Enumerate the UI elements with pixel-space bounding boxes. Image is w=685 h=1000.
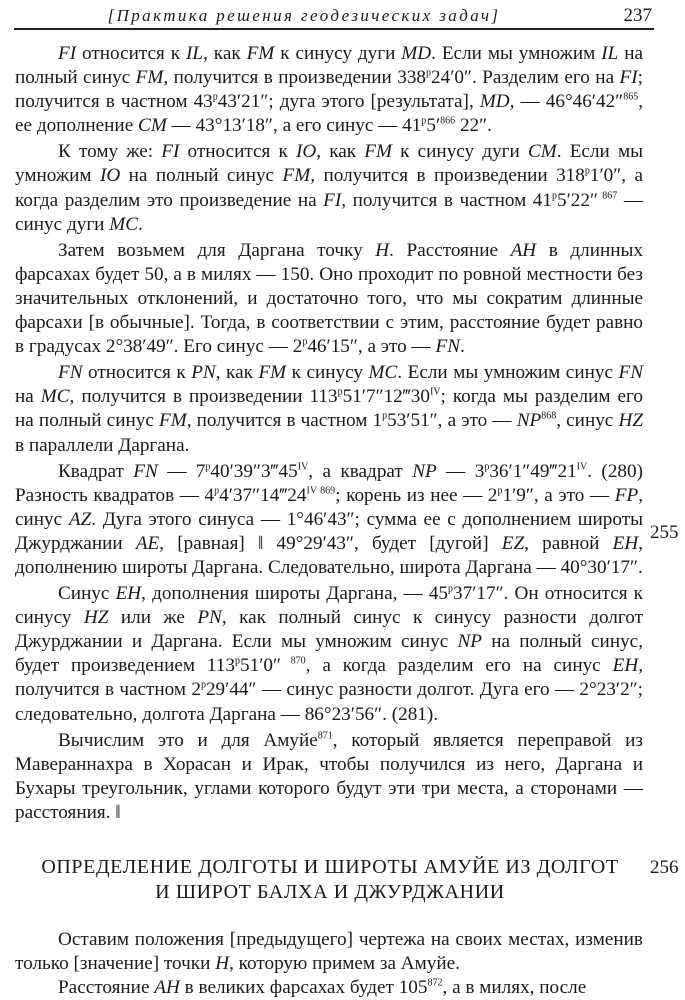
section-heading [30, 855, 630, 905]
text-run: относится к [179, 141, 297, 163]
superscript: 870 [280, 655, 306, 667]
italic-term: AZ [68, 508, 92, 530]
text-run: — синус дуги [15, 189, 644, 235]
superscript: p [302, 336, 308, 348]
paragraph [15, 729, 643, 825]
text-run: , как полный синус к синусу разности долгот Джурджании и Даргана. Если мы умножим синус [15, 607, 643, 653]
italic-term: FM [246, 43, 275, 64]
italic-term: NP [516, 410, 542, 432]
text-run: . (280) Разность квадратов — 4 [15, 460, 643, 506]
paragraph [15, 140, 643, 236]
italic-term: FI, [323, 189, 347, 211]
text-run: . Дуга этого синуса — 1°46′43″; сумма ее с дополнением широты Джурджании [15, 508, 643, 554]
text-run: . Если мы умножим [15, 141, 643, 187]
superscript: p [484, 461, 490, 473]
text-run: 37′17″. Он относится к синусу [15, 583, 644, 629]
italic-term: NP [412, 460, 437, 482]
text-run: 53′51″, а это — [387, 410, 517, 432]
text-run: в великих фарсахах будет 105 [179, 977, 428, 999]
text-run: 51′0″ [240, 655, 281, 677]
text-run: , а в милях, после [442, 977, 587, 999]
text-run: ; корень из нее — 2 [335, 484, 498, 506]
text-run: , а когда разделим его на синус [305, 655, 613, 677]
text-run: или же [108, 607, 198, 629]
superscript: p [205, 461, 211, 473]
italic-term: IO [296, 141, 317, 163]
italic-term: EH, [612, 655, 643, 677]
superscript: 872 [427, 977, 443, 989]
italic-term: H [375, 239, 390, 261]
paragraph [15, 42, 643, 138]
section-heading-line: ОПРЕДЕЛЕНИЕ ДОЛГОТЫ И ШИРОТЫ АМУЙЕ ИЗ ДОЛГОТ [41, 856, 619, 878]
text-run: , дополнения широты Даргана, — 45 [141, 583, 449, 605]
superscript: p [212, 91, 218, 103]
superscript: p [214, 485, 220, 497]
text-run: , а квадрат [308, 460, 413, 482]
text-run: получится в частном 41 [346, 189, 552, 211]
text-run: 36′1″49‴21 [489, 460, 577, 482]
text-run: Оставим положения [предыдущего] чертежа на своих местах, изменив только [значение] точки [15, 929, 643, 975]
paragraph [15, 976, 643, 1000]
superscript: p [497, 485, 503, 497]
text-run: , как [203, 43, 247, 64]
italic-term: AH [154, 977, 180, 999]
paragraph [15, 928, 643, 976]
superscript: 865 [623, 91, 639, 103]
text-run: на полный синус [120, 165, 283, 187]
italic-term: MD [401, 43, 432, 64]
text-run: 5′ [426, 115, 441, 137]
text-run: получится в частном 1 [191, 410, 383, 432]
text-run: , как [316, 141, 365, 163]
superscript: IV 869 [306, 485, 336, 497]
text-run: . Если мы умножим [431, 43, 602, 64]
text-run: ; получится в частном 43 [15, 67, 643, 113]
text-run: , получится в произведении 113 [69, 386, 338, 408]
text-run: 1′9″, а это — [502, 484, 615, 506]
margin-page-number: 255 [650, 522, 679, 543]
text-run: в длинных фарсахах будет 50, а в милях — 150. Оно проходит по ровной местности без значительных отклонений, и достаточно того, что мы сократим длинные фарсахи [в обычные]. Тогда, в соответствии с этим, расстояние будет равно в градусах 2°38′49″. Его синус — 2 [15, 239, 644, 358]
text-run: получится в произведении 318 [315, 165, 585, 187]
text-run: Вычислим это и для Амуйе [58, 729, 318, 751]
text-run: получится в частном 2 [15, 679, 201, 701]
text-run: 51′7″12‴30 [342, 386, 430, 408]
text-run: , как [215, 362, 259, 384]
italic-term: MC [109, 213, 139, 235]
italic-term: CM [138, 115, 167, 137]
text-run: . Расстояние [389, 239, 511, 261]
text-run: , который является переправой из Мавераннахра в Хорасан и Ирак, чтобы получился из него, Даргана и Бухары треугольник, углами которого будут эти три места, а сторонами — расстояния. ‖ [15, 729, 643, 823]
text-run: , ее дополнение [15, 91, 643, 137]
superscript: IV [576, 461, 588, 473]
text-run: — 7 [157, 460, 206, 482]
text-run: 40′39″3‴45 [210, 460, 298, 482]
superscript: IV [429, 386, 441, 398]
text-run: — 3 [436, 460, 485, 482]
paragraph [15, 582, 643, 727]
superscript: p [200, 680, 206, 692]
italic-term: NP [457, 631, 482, 653]
italic-term: IL [186, 43, 204, 64]
italic-term: FP [614, 484, 639, 506]
text-run: 5′22″ [556, 189, 598, 211]
text-run: — 43°13′18″, а его синус — 41 [166, 115, 422, 137]
superscript: p [421, 115, 427, 127]
text-run: 4′37″14‴24 [219, 484, 307, 506]
text-run: относится к [82, 362, 192, 384]
italic-term: EZ, [501, 532, 529, 554]
italic-term: IO [99, 165, 121, 187]
final-text [15, 928, 643, 1000]
text-run: К тому же: [58, 141, 162, 163]
italic-term: PN [197, 607, 222, 629]
italic-term: FN [58, 362, 83, 384]
text-run: , [равная] ‖ 49°29′43″, будет [дугой] [159, 532, 502, 554]
text-run: 29′44″ — синус разности долгот. Дуга его — 2°23′2″; следовательно, долгота Даргана — 86°23′56″. (281). [15, 679, 643, 725]
text-run: . Если мы умножим синус [397, 362, 619, 384]
text-run: получится в произведении 338 [168, 67, 427, 89]
section-heading-line: И ШИРОТ БАЛХА И ДЖУРДЖАНИИ [155, 881, 505, 903]
italic-term: EH [612, 532, 639, 554]
italic-term: PN [191, 362, 216, 384]
running-header [14, 4, 654, 30]
superscript: IV [297, 461, 309, 473]
italic-term: IL [601, 43, 619, 64]
text-run: на [15, 386, 41, 408]
italic-term: FI [619, 67, 638, 89]
margin-page-number: 256 [650, 857, 679, 878]
italic-term: FI [161, 141, 180, 163]
text-run: 1′0″, а когда разделим это произведение на [15, 165, 643, 211]
italic-term: AE [135, 532, 160, 554]
superscript: p [584, 166, 590, 178]
italic-term: HZ [618, 410, 643, 432]
italic-term: FN [435, 336, 461, 358]
text-run: 46′15″, а это — [307, 336, 436, 358]
superscript: p [337, 386, 343, 398]
italic-term: MC [368, 362, 398, 384]
running-title: [Практика решения геодезических задач] [107, 6, 501, 25]
text-run: к синусу дуги [391, 141, 528, 163]
paragraph [15, 460, 643, 580]
paragraph [15, 361, 643, 457]
paragraph [15, 239, 643, 359]
text-run: , дополнению широты Даргана. Следовательно, широта Даргана — 40°30′17″. [15, 532, 643, 578]
superscript: 868 [541, 411, 557, 423]
text-run: . [460, 336, 465, 358]
superscript: 871 [317, 730, 333, 742]
text-run: 43′21″; дуга этого [результата], [217, 91, 480, 113]
italic-term: FM, [135, 67, 169, 89]
text-run: к синусу [286, 362, 369, 384]
italic-term: H [215, 953, 230, 975]
page-number: 237 [623, 5, 652, 26]
italic-term: CM [527, 141, 557, 163]
text-run: , синус [15, 484, 643, 530]
superscript: p [235, 655, 240, 667]
text-run: равной [528, 532, 613, 554]
italic-term: FN [133, 460, 158, 482]
italic-term: AH [510, 239, 537, 261]
text-run: на полный синус [15, 43, 643, 89]
text-run: , которую примем за Амуйе. [229, 953, 460, 975]
superscript: 866 [440, 115, 456, 127]
italic-term: EH [115, 583, 142, 605]
italic-term: HZ [83, 607, 109, 629]
italic-term: FI [58, 43, 77, 64]
text-run: 22″. [455, 115, 492, 137]
superscript: p [382, 411, 388, 423]
text-run: относится к [76, 43, 187, 64]
italic-term: MC [40, 386, 70, 408]
text-run: Затем возьмем для Даргана точку [58, 239, 376, 261]
text-run: к синусу дуги [274, 43, 402, 64]
superscript: p [426, 67, 432, 79]
text-run: 24′0″. Разделим его на [431, 67, 620, 89]
superscript: 867 [597, 190, 618, 202]
superscript: p [551, 190, 557, 202]
text-run: в параллели Даргана. [15, 434, 190, 456]
italic-term: FM, [158, 410, 192, 432]
text-run: Квадрат [58, 460, 134, 482]
superscript: p [448, 583, 454, 595]
italic-term: FM [258, 362, 287, 384]
text-run: . [138, 213, 143, 235]
text-run: на полный синус, будет произведением 113 [15, 631, 643, 677]
text-run: ; когда мы разделим его на полный синус [15, 386, 643, 432]
main-text [15, 42, 643, 827]
text-run: — 46°46′42″ [514, 91, 624, 113]
italic-term: FM [364, 141, 392, 163]
text-run: Расстояние [58, 977, 155, 999]
italic-term: FN [618, 362, 644, 384]
text-run: Синус [58, 583, 116, 605]
italic-term: FM, [282, 165, 316, 187]
italic-term: MD, [479, 91, 515, 113]
text-run: , синус [556, 410, 619, 432]
